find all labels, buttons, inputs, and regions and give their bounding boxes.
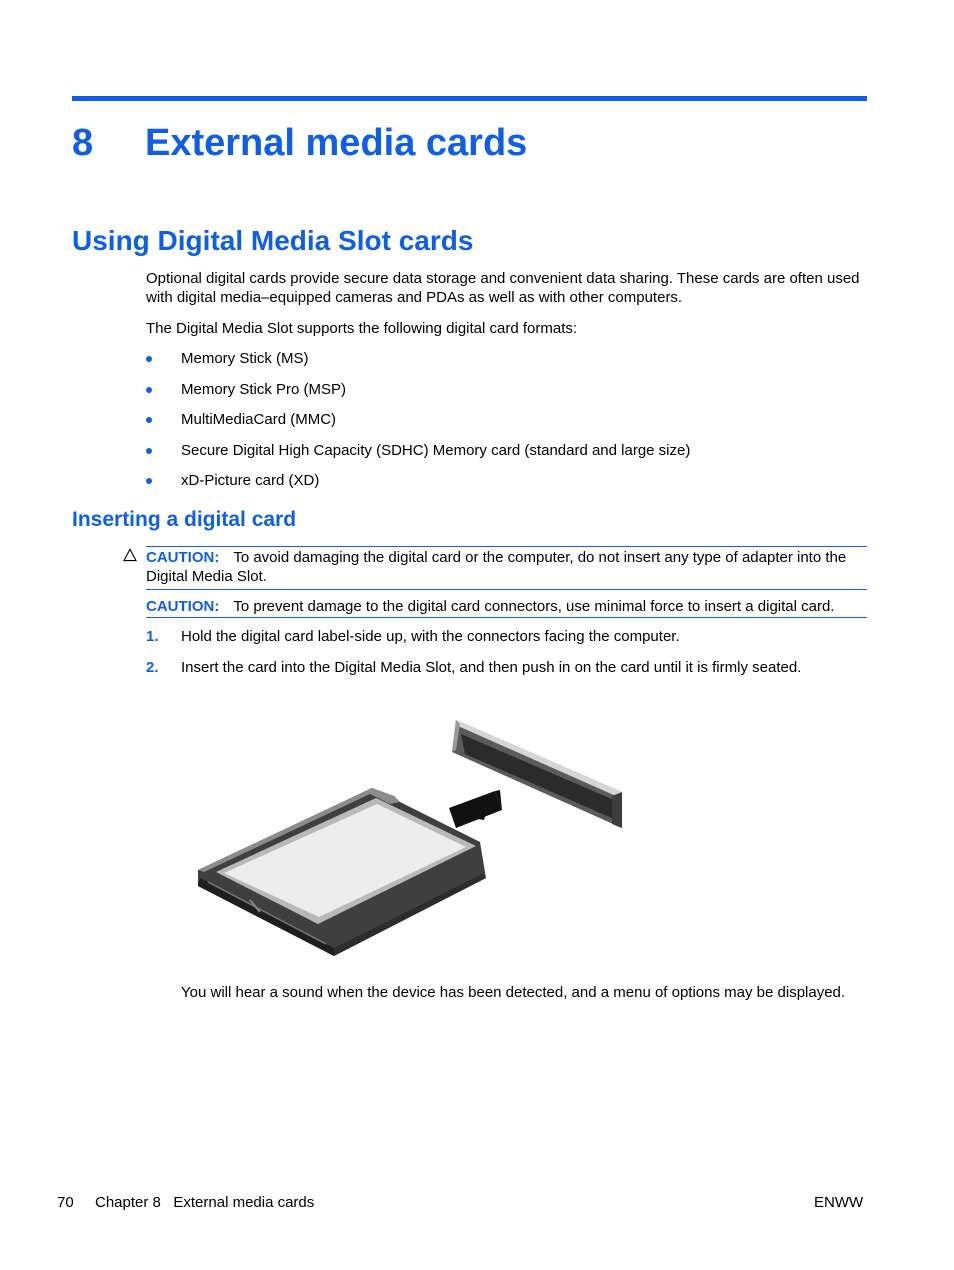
step-text: Insert the card into the Digital Media Slot, and then push in on the card until it is firmly seated. [181, 659, 802, 676]
chapter-top-rule [72, 96, 867, 101]
bullet-icon [146, 448, 152, 454]
chapter-title-text: External media cards [145, 122, 528, 164]
bullet-icon [146, 387, 152, 393]
footer-page-number: 70 [57, 1194, 74, 1211]
caution-note-1 [146, 546, 867, 590]
chapter-number: 8 [72, 122, 94, 164]
bullet-icon [146, 478, 152, 484]
step-number: 2. [146, 659, 159, 676]
caution-text: To avoid damaging the digital card or the computer, do not insert any type of adapter into the Digital Media Slot. [146, 549, 847, 585]
bullet-icon [146, 356, 152, 362]
caution-label: CAUTION: [146, 549, 220, 566]
footer-enww: ENWW [814, 1194, 864, 1211]
bullet-icon [146, 417, 152, 423]
list-item-text: Memory Stick Pro (MSP) [181, 381, 347, 398]
list-item-text: Secure Digital High Capacity (SDHC) Memory card (standard and large size) [181, 442, 691, 459]
footer-chapter-ref: Chapter 8 External media cards [95, 1194, 315, 1211]
subsection-title: Inserting a digital card [72, 508, 297, 531]
step-number: 1. [146, 628, 159, 645]
insert-arrow-icon [449, 790, 502, 828]
digital-card-icon [198, 788, 486, 956]
step-text: Hold the digital card label-side up, with the connectors facing the computer. [181, 628, 680, 645]
list-item-text: MultiMediaCard (MMC) [181, 411, 337, 428]
caution-triangle-icon [123, 548, 137, 562]
list-item-text: xD-Picture card (XD) [181, 472, 320, 489]
chapter-title [72, 118, 527, 168]
caution-text: To prevent damage to the digital card connectors, use minimal force to insert a digital card. [233, 598, 835, 615]
caution-label: CAUTION: [146, 598, 220, 615]
section-title: Using Digital Media Slot cards [72, 225, 474, 256]
caution-note-2 [146, 596, 867, 618]
intro-paragraph-2: The Digital Media Slot supports the following digital card formats: [146, 320, 578, 337]
card-insertion-illustration [190, 712, 630, 962]
detection-note: You will hear a sound when the device has been detected, and a menu of options may be displayed. [181, 984, 846, 1001]
list-item-text: Memory Stick (MS) [181, 350, 309, 367]
intro-paragraph-1: Optional digital cards provide secure data storage and convenient data sharing. These cards are often used with digital media–equipped cameras and PDAs as well as with other computers. [146, 270, 860, 306]
